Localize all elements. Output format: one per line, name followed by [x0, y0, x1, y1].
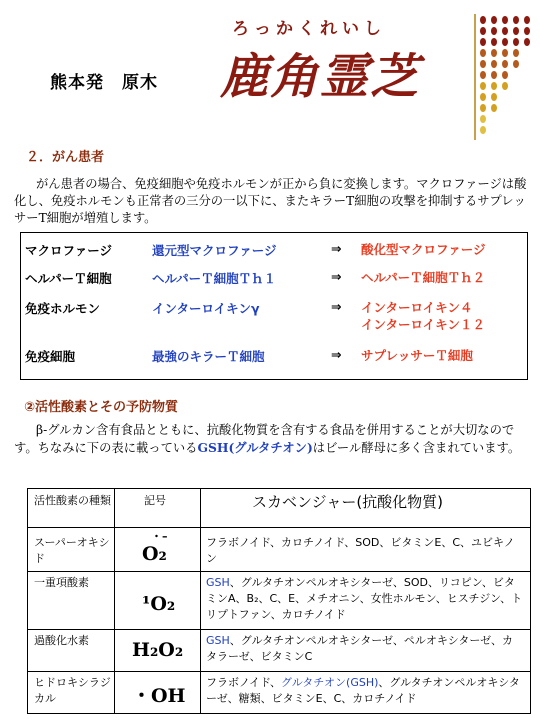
table-cell-type: 過酸化水素 — [34, 634, 89, 647]
scavenger-text-pre: フラボノイド、 — [206, 676, 282, 689]
decor-dot — [502, 49, 508, 57]
gsh-highlight: GSH — [206, 634, 230, 647]
table-cell-symbol: ・OH — [132, 685, 186, 707]
table-divider — [200, 489, 201, 713]
scavenger-text: 、グルタチオンペルオキシターゼ、ペルオキシターゼ、カタラーゼ、ビタミンC — [206, 634, 514, 663]
decor-dot — [491, 71, 497, 79]
decor-dot — [524, 27, 530, 35]
arrow-icon: ⇒ — [331, 347, 342, 362]
table-cell-symbol: O₂ — [142, 543, 167, 565]
decor-dot — [513, 16, 519, 24]
table-divider — [28, 629, 530, 630]
decor-dot — [502, 38, 508, 46]
decor-divider — [474, 14, 476, 140]
paragraph-text: がん患者の場合、免疫細胞や免疫ホルモンが正から負に変換します。マクロファージは酸化し、免疫ホルモンも正常者の三分の一以下に、またキラーT細胞の攻撃を抑制するサプレッサーT細胞が増殖します。 — [14, 177, 527, 225]
arrow-icon: ⇒ — [331, 299, 342, 314]
section-paragraph-active-oxygen — [14, 422, 530, 457]
decor-dot — [491, 49, 497, 57]
decor-dot — [480, 71, 486, 79]
decor-dot — [502, 71, 508, 79]
row-label: 免疫細胞 — [25, 349, 76, 364]
scavenger-text: 、グルタチオンペルオキシターゼ、糖類、ビタミンE、C、カロチノイド — [206, 676, 520, 705]
table-header-type: 活性酸素の種類 — [34, 494, 111, 507]
decor-dot — [491, 16, 497, 24]
decor-dot — [513, 60, 519, 68]
table-cell-symbol: ¹O₂ — [142, 593, 176, 615]
row-cancer: ヘルパーＴ細胞Ｔｈ２ — [361, 270, 486, 285]
decor-dot — [502, 27, 508, 35]
table-cell-scavenger — [206, 633, 524, 665]
table-cell-type: スーパーオキシド — [34, 536, 110, 565]
decor-dot — [513, 49, 519, 57]
row-normal: インターロイキンγ — [152, 301, 260, 316]
decor-dot — [480, 115, 486, 123]
table-divider — [28, 527, 530, 528]
table-header-scavenger: スカベンジャー(抗酸化物質) — [252, 493, 444, 511]
section-heading-cancer: ２．がん患者 — [26, 150, 105, 165]
decor-dot — [491, 93, 497, 101]
gsh-highlight: グルタチオン(GSH) — [281, 676, 379, 689]
table-header-symbol: 記号 — [144, 494, 166, 507]
row-label: ヘルパーＴ細胞 — [25, 271, 112, 286]
row-cancer: サプレッサーＴ細胞 — [361, 348, 473, 363]
decor-dot — [480, 16, 486, 24]
decor-dot — [513, 38, 519, 46]
origin-label: 熊本発 原木 — [50, 73, 158, 93]
row-normal: ヘルパーＴ細胞Ｔｈ１ — [152, 271, 277, 286]
decor-dot — [491, 38, 497, 46]
decor-dot — [480, 104, 486, 112]
table-cell-symbol: H₂O₂ — [132, 639, 184, 661]
arrow-icon: ⇒ — [331, 241, 342, 256]
arrow-icon: ⇒ — [331, 269, 342, 284]
row-normal: 還元型マクロファージ — [152, 243, 277, 258]
page-title: 鹿角霊芝 — [220, 49, 421, 105]
row-cancer-line2: インターロイキン１２ — [361, 317, 486, 332]
decor-dot — [480, 27, 486, 35]
decor-dot — [491, 60, 497, 68]
decor-dot — [480, 38, 486, 46]
table-cell-scavenger — [206, 575, 524, 623]
decor-dot — [524, 38, 530, 46]
table-cell-scavenger — [206, 675, 524, 707]
decor-dot — [502, 60, 508, 68]
section-heading-active-oxygen: ②活性酸素とその予防物質 — [24, 400, 179, 415]
section-paragraph-cancer — [14, 176, 530, 227]
scavenger-text: 、グルタチオンペルオキシターゼ、SOD、リコピン、ビタミンA、B₂、C、E、メチオニン、女性ホルモン、ヒスチジン、トリプトファン、カロチノイド — [206, 576, 523, 621]
decor-dot — [491, 82, 497, 90]
decor-dot — [480, 60, 486, 68]
decor-dot — [480, 49, 486, 57]
decor-dot — [480, 82, 486, 90]
row-cancer: 酸化型マクロファージ — [361, 242, 486, 257]
decor-dot — [480, 93, 486, 101]
decor-dot — [491, 104, 497, 112]
row-label: 免疫ホルモン — [25, 301, 101, 316]
row-normal: 最強のキラーＴ細胞 — [152, 349, 265, 364]
table-cell-scavenger: フラボノイド、カロチノイド、SOD、ビタミンE、C、ユビキノン — [206, 536, 515, 565]
decor-dot — [524, 16, 530, 24]
table-divider — [28, 571, 530, 572]
decor-dot — [480, 126, 486, 134]
decor-dot — [513, 27, 519, 35]
paragraph-text-end: はビール酵母に多く含まれています。 — [312, 441, 521, 455]
table-cell-type: ヒドロキシラジカル — [34, 676, 111, 705]
row-cancer-line1: インターロイキン４ — [361, 300, 473, 315]
table-divider — [114, 489, 115, 713]
table-cell-type: 一重項酸素 — [34, 576, 89, 589]
row-label: マクロファージ — [25, 243, 113, 258]
gsh-highlight: GSH — [206, 576, 230, 589]
decor-dot — [502, 16, 508, 24]
scavenger-table — [27, 488, 531, 714]
title-ruby: ろっかくれいし — [232, 19, 386, 39]
immune-comparison-box — [20, 232, 528, 380]
gsh-highlight: GSH(グルタチオン) — [197, 440, 313, 455]
decor-dot — [491, 27, 497, 35]
table-cell-symbol-dot: ・– — [151, 530, 168, 543]
table-divider — [28, 671, 530, 672]
decor-dot — [502, 82, 508, 90]
row-cancer — [361, 299, 485, 333]
paragraph-text: β-グルカン含有食品とともに、抗酸化物質を含有する食品を併用することが大切なのです。ちなみに下の表に載っている — [14, 423, 515, 455]
